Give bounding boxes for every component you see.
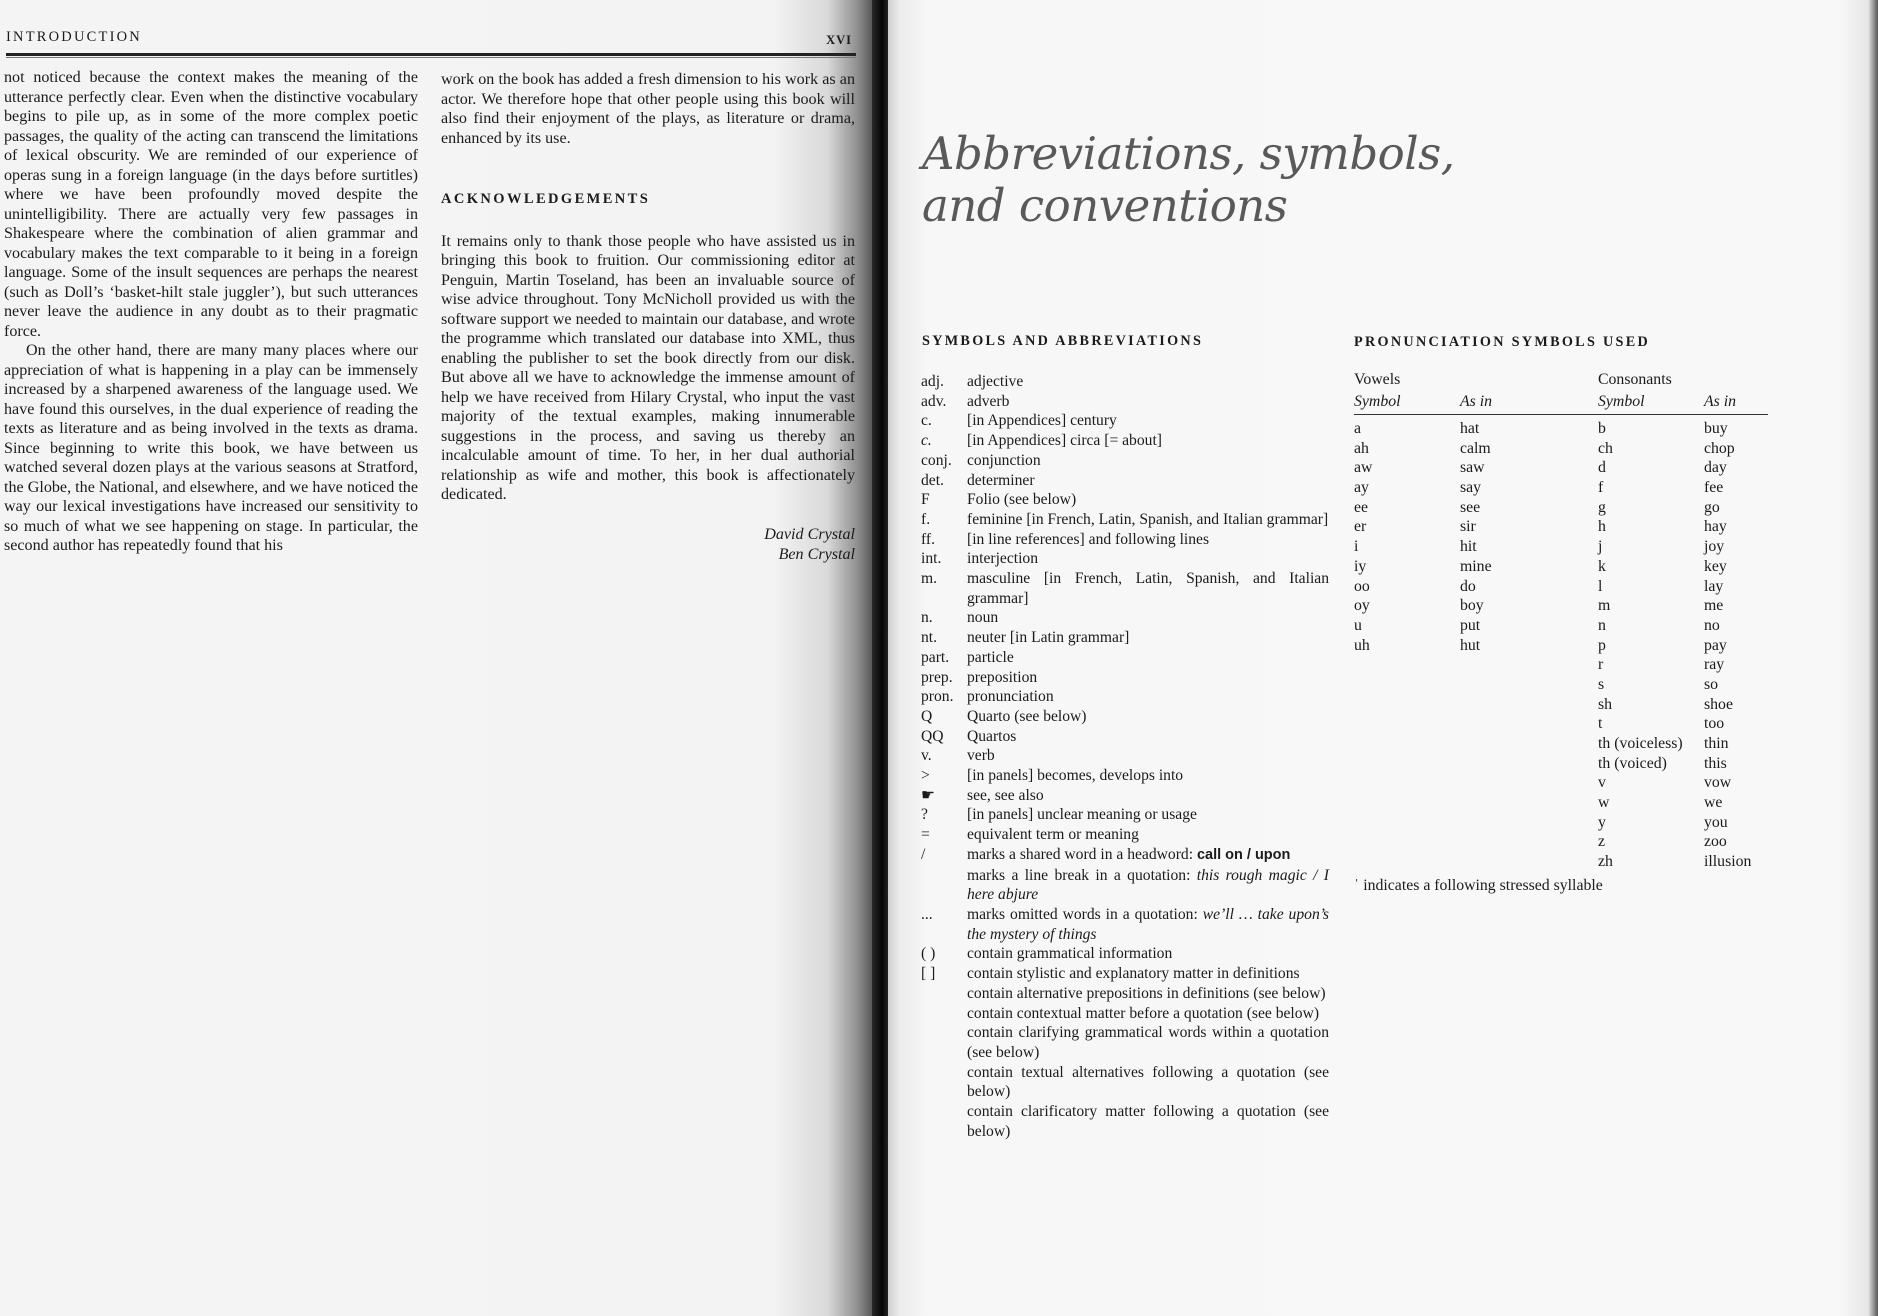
abbr-key-empty [921, 1102, 967, 1141]
abbr-key: adv. [921, 392, 947, 410]
abbr-value: preposition [967, 668, 1038, 686]
pronunciation-table-body [1354, 419, 1768, 872]
consonant-symbol: m [1598, 597, 1611, 615]
consonant-example: hay [1704, 518, 1727, 536]
pronunciation-row [1354, 734, 1768, 754]
vowel-as-in-header: As in [1460, 393, 1493, 410]
consonant-symbol: l [1598, 577, 1603, 595]
paragraph: work on the book has added a fresh dimension to his work as an actor. We therefore hope that other people using this book will also find their enjoyment of the plays, as literature or drama, enhanced by its use. [441, 71, 855, 147]
pronunciation-row [1354, 773, 1768, 793]
pronunciation-row [1354, 537, 1768, 557]
pronunciation-table-header [1354, 370, 1768, 415]
abbr-key: c. [921, 412, 932, 430]
signatures [441, 525, 855, 565]
abbr-value [967, 905, 1329, 944]
paragraph: On the other hand, there are many many places where our appreciation of what is happening in a play can be immensely increased by a sharpened awareness of the language used. We have found this ourselves, in the dual experience of reading the texts as literature and as being involved in the texts as drama. Since beginning to write this book, we have between us watched several dozen plays at the various seasons at Stratford, the Globe, the National, and elsewhere, and we have noticed the way our lexical investigations have increased our sensitivity to so much of what we see happening on stage. In particular, the second author has repeatedly found that his [4, 342, 418, 554]
abbr-value: contain clarificatory matter following a quotation (see below) [967, 1103, 1329, 1140]
abbr-value: verb [967, 747, 995, 765]
consonant-symbol-header: Symbol [1598, 393, 1645, 410]
consonant-example: this [1704, 754, 1727, 772]
symbols-heading: SYMBOLS AND ABBREVIATIONS [922, 333, 1204, 349]
abbr-key: Q [921, 707, 933, 725]
header-rule-thin [6, 57, 856, 58]
abbr-row [921, 825, 1329, 845]
vowel-example: sir [1460, 518, 1476, 536]
abbr-row [921, 727, 1329, 747]
abbr-key-empty [921, 1063, 967, 1102]
stress-note [1354, 876, 1768, 896]
pronunciation-row [1354, 714, 1768, 734]
vowel-symbol: ay [1354, 479, 1369, 497]
pronunciation-row [1354, 636, 1768, 656]
signature-david: David Crystal [764, 525, 855, 543]
abbr-row [921, 372, 1329, 392]
abbr-row [921, 490, 1329, 510]
abbr-row-brackets [921, 964, 1329, 984]
abbr-value: adverb [967, 392, 1010, 410]
left-column-1 [4, 68, 418, 556]
abbr-value: contain stylistic and explanatory matter in definitions [967, 965, 1300, 983]
abbr-value: Quartos [967, 727, 1017, 745]
abbr-value: masculine [in French, Latin, Spanish, and Italian grammar] [967, 570, 1329, 607]
consonant-example: day [1704, 459, 1727, 477]
abbr-key: f. [921, 510, 931, 528]
chapter-title-line-1: Abbreviations, symbols, [922, 127, 1455, 180]
consonant-symbol: p [1598, 636, 1606, 654]
consonant-example: too [1704, 715, 1725, 733]
consonant-symbol: ch [1598, 439, 1613, 457]
pronunciation-row [1354, 596, 1768, 616]
abbr-key-empty [921, 984, 967, 1004]
show-through-text [4, 590, 418, 1190]
vowel-symbol: u [1354, 616, 1362, 634]
consonant-symbol: w [1598, 794, 1610, 812]
pronunciation-row [1354, 458, 1768, 478]
abbr-value: contain grammatical information [967, 945, 1173, 963]
quotation-example: we’ll … take upon’s the mystery of things [967, 905, 1329, 943]
vowel-example: saw [1460, 459, 1485, 477]
abbr-value: [in Appendices] circa [= about] [967, 432, 1162, 450]
abbr-row [921, 766, 1329, 786]
stress-note-text: indicates a following stressed syllable [1363, 876, 1603, 894]
consonant-example: illusion [1704, 853, 1752, 871]
abbr-text: marks omitted words in a quotation: [967, 905, 1203, 923]
abbr-value: feminine [in French, Latin, Spanish, and Italian grammar] [967, 510, 1329, 528]
signature-ben: Ben Crystal [778, 545, 855, 563]
vowel-example: hut [1460, 636, 1481, 654]
abbr-key: conj. [921, 451, 952, 469]
stress-mark: ˈ [1354, 876, 1360, 894]
abbr-row [921, 668, 1329, 688]
abbr-key: ? [921, 806, 928, 824]
abbr-value: see, see also [967, 786, 1044, 804]
vowel-symbol: aw [1354, 459, 1373, 477]
consonant-example: you [1704, 813, 1728, 831]
headword-example: call on / upon [1196, 846, 1291, 863]
abbr-value: contain alternative prepositions in definitions (see below) [967, 984, 1326, 1002]
abbr-value: [in panels] becomes, develops into [967, 767, 1184, 785]
consonant-symbol: th (voiced) [1598, 754, 1667, 772]
abbr-value: [in panels] unclear meaning or usage [967, 806, 1197, 824]
left-column-2 [441, 70, 855, 565]
pronunciation-row [1354, 793, 1768, 813]
consonant-symbol: f [1598, 479, 1604, 497]
abbr-key: n. [921, 609, 933, 627]
consonant-example: shoe [1704, 695, 1733, 713]
abbr-text: marks a shared word in a headword: [967, 845, 1197, 863]
abbr-row [921, 608, 1329, 628]
pronunciation-row [1354, 498, 1768, 518]
abbr-key: ( ) [921, 945, 936, 963]
abbr-row [921, 431, 1329, 451]
abbr-key-empty [921, 1004, 967, 1024]
abbr-row [921, 471, 1329, 491]
consonant-symbol: th (voiceless) [1598, 735, 1683, 752]
abbreviations-list [921, 372, 1329, 1141]
abbr-row-brackets [921, 1004, 1329, 1024]
consonant-example: thin [1704, 735, 1729, 752]
chapter-title [922, 128, 1455, 232]
consonant-symbol: g [1598, 498, 1606, 516]
abbr-key: v. [921, 747, 932, 765]
abbr-row [921, 648, 1329, 668]
abbr-row-ellipsis [921, 905, 1329, 944]
abbr-value: determiner [967, 471, 1035, 489]
abbr-key: F [921, 491, 930, 509]
abbr-row [921, 628, 1329, 648]
consonant-example: we [1704, 794, 1723, 812]
pronunciation-row [1354, 616, 1768, 636]
consonant-example: fee [1704, 479, 1724, 497]
consonant-example: go [1704, 498, 1720, 516]
vowel-example: do [1460, 577, 1476, 595]
consonant-example: vow [1704, 774, 1732, 792]
vowel-symbol: er [1354, 518, 1367, 536]
consonant-symbol: y [1598, 813, 1606, 831]
pronunciation-row [1354, 813, 1768, 833]
abbr-key: > [921, 767, 930, 785]
abbr-key: part. [921, 648, 950, 666]
abbr-row [921, 392, 1329, 412]
paragraph: not noticed because the context makes the meaning of the utterance perfectly clear. Even when the distinctive vocabulary begins to pile up, as in some of the more complex poetic passages, the quality of the acting can transcend the limitations of lexical obscurity. We are reminded of our experience of operas sung in a foreign language (in the days before surtitles) where we have been profoundly moved despite the unintelligibility. There are actually very few passages in Shakespeare where the combination of alien grammar and vocabulary makes the text comparable to it being in a foreign language. Some of the insult sequences are perhaps the nearest (such as Doll’s ‘basket-hilt stale juggler’), but such utterances never leave the audience in any doubt as to their pragmatic force. [4, 69, 418, 340]
consonant-symbol: j [1598, 538, 1603, 556]
pronunciation-row [1354, 655, 1768, 675]
pronunciation-table [1354, 370, 1768, 896]
abbr-value: adjective [967, 373, 1024, 390]
vowel-symbol: oo [1354, 577, 1370, 595]
vowel-symbol: i [1354, 538, 1359, 556]
consonant-symbol: k [1598, 557, 1606, 575]
chapter-title-line-2: and conventions [922, 179, 1288, 232]
consonant-example: lay [1704, 577, 1724, 595]
pronunciation-row [1354, 439, 1768, 459]
abbr-key: ... [921, 905, 933, 923]
consonant-symbol: t [1598, 715, 1603, 733]
consonant-example: me [1704, 597, 1724, 615]
abbr-value: [in line references] and following lines [967, 530, 1210, 548]
acknowledgements-heading: ACKNOWLEDGEMENTS [441, 191, 651, 207]
abbr-value [967, 866, 1329, 905]
abbr-value: particle [967, 648, 1014, 666]
vowel-example: boy [1460, 597, 1484, 615]
abbr-value: [in Appendices] century [967, 412, 1117, 430]
consonant-example: buy [1704, 420, 1728, 437]
abbr-key: pron. [921, 688, 954, 706]
pronunciation-row [1354, 557, 1768, 577]
consonant-symbol: h [1598, 518, 1606, 536]
abbr-row [921, 687, 1329, 707]
abbr-row [921, 707, 1329, 727]
consonant-as-in-header: As in [1704, 393, 1737, 410]
abbr-key: int. [921, 550, 942, 568]
pronunciation-row [1354, 695, 1768, 715]
abbr-key-empty [921, 1023, 967, 1062]
vowel-example: see [1460, 498, 1481, 516]
consonants-label: Consonants [1598, 371, 1672, 388]
vowel-symbol: oy [1354, 597, 1370, 615]
consonant-symbol: z [1598, 833, 1606, 851]
abbr-key: / [921, 845, 926, 863]
abbr-row [921, 549, 1329, 569]
consonant-symbol: d [1598, 459, 1606, 477]
vowel-symbol: uh [1354, 636, 1370, 654]
consonant-symbol: b [1598, 420, 1606, 437]
abbr-value: pronunciation [967, 688, 1054, 706]
abbr-key: prep. [921, 668, 953, 686]
abbr-row-slash-break [921, 866, 1329, 905]
abbr-row-slash-shared [921, 845, 1329, 866]
consonant-symbol: r [1598, 656, 1604, 674]
pronunciation-row [1354, 517, 1768, 537]
vowel-example: calm [1460, 439, 1491, 457]
vowel-example: hit [1460, 538, 1477, 556]
vowel-symbol-header: Symbol [1354, 393, 1401, 410]
consonant-example: key [1704, 557, 1727, 575]
consonant-symbol: v [1598, 774, 1606, 792]
abbr-value: contain clarifying grammatical words within a quotation (see below) [967, 1024, 1329, 1061]
consonant-symbol: sh [1598, 695, 1613, 713]
vowel-symbol: a [1354, 420, 1362, 437]
running-head-title: INTRODUCTION [6, 29, 142, 45]
abbr-key: adj. [921, 373, 944, 390]
vowel-example: hat [1460, 420, 1480, 437]
pronunciation-row [1354, 754, 1768, 774]
vowels-label: Vowels [1354, 371, 1401, 388]
abbr-key: c. [921, 432, 932, 450]
vowel-example: say [1460, 479, 1482, 497]
abbr-text: marks a line break in a quotation: [967, 866, 1197, 884]
abbr-value [967, 845, 1329, 866]
quotation-example: this rough magic / I here abjure [967, 866, 1329, 904]
abbr-row-brackets [921, 1063, 1329, 1102]
abbr-key: [ ] [921, 965, 936, 983]
abbr-value: contain contextual matter before a quotation (see below) [967, 1004, 1320, 1022]
abbr-key: QQ [921, 727, 944, 745]
abbr-value: conjunction [967, 451, 1041, 469]
pronunciation-row [1354, 577, 1768, 597]
consonant-example: ray [1704, 656, 1725, 674]
pronunciation-row [1354, 478, 1768, 498]
header-rule [6, 53, 856, 56]
pronunciation-heading: PRONUNCIATION SYMBOLS USED [1354, 334, 1651, 350]
abbr-row [921, 569, 1329, 608]
abbr-value: neuter [in Latin grammar] [967, 629, 1130, 647]
abbr-value: equivalent term or meaning [967, 826, 1139, 844]
abbr-key: det. [921, 471, 944, 489]
abbr-value: Folio (see below) [967, 491, 1077, 509]
abbr-row [921, 746, 1329, 766]
vowel-example: mine [1460, 557, 1492, 575]
abbr-row [921, 786, 1329, 806]
abbr-row-brackets [921, 1102, 1329, 1141]
pronunciation-row [1354, 852, 1768, 872]
abbr-value: noun [967, 609, 999, 627]
consonant-symbol: s [1598, 675, 1605, 693]
abbr-row-parens [921, 944, 1329, 964]
abbr-key-empty [921, 866, 967, 905]
abbr-row [921, 451, 1329, 471]
abbr-row [921, 510, 1329, 530]
abbr-key: nt. [921, 629, 938, 647]
consonant-example: zoo [1704, 833, 1727, 851]
abbr-key: ff. [921, 530, 936, 548]
consonant-example: no [1704, 616, 1720, 634]
pronunciation-row [1354, 832, 1768, 852]
pointing-hand-icon: ☛ [921, 786, 935, 804]
consonant-symbol: zh [1598, 853, 1613, 871]
pronunciation-row [1354, 419, 1768, 439]
acknowledgements-text: It remains only to thank those people who have assisted us in bringing this book to fruition. Our commissioning editor at Penguin, Martin Toseland, has been an invaluable source of wise advice throughout. Tony McNicholl provided us with the software support we needed to maintain our database, and wrote the programme which translated our database into XML, thus enabling the publisher to set the book directly from our disk. But above all we have to acknowledge the immense amount of help we have received from Hilary Crystal, who input the vast majority of the textual examples, making innumerable suggestions in the process, and saving us thereby an incalculable amount of time. To her, in her dual authorial relationship as wife and mother, this book is affectionately dedicated. [441, 232, 855, 503]
abbr-key: = [921, 826, 930, 844]
abbr-value: interjection [967, 550, 1039, 568]
consonant-example: so [1704, 675, 1719, 693]
page-number: XVI [826, 33, 852, 47]
consonant-symbol: n [1598, 616, 1606, 634]
consonant-example: joy [1704, 538, 1725, 556]
abbr-value: contain textual alternatives following a quotation (see below) [967, 1063, 1329, 1101]
vowel-symbol: iy [1354, 557, 1367, 575]
abbr-row [921, 805, 1329, 825]
abbr-row [921, 411, 1329, 431]
consonant-example: pay [1704, 636, 1727, 654]
vowel-symbol: ee [1354, 498, 1369, 516]
vowel-symbol: ah [1354, 439, 1369, 457]
abbr-value: Quarto (see below) [967, 707, 1087, 725]
abbr-key: m. [921, 570, 938, 588]
abbr-row-brackets [921, 1023, 1329, 1062]
vowel-example: put [1460, 616, 1481, 634]
pronunciation-row [1354, 675, 1768, 695]
abbr-row [921, 530, 1329, 550]
consonant-example: chop [1704, 439, 1735, 457]
abbr-row-brackets [921, 984, 1329, 1004]
